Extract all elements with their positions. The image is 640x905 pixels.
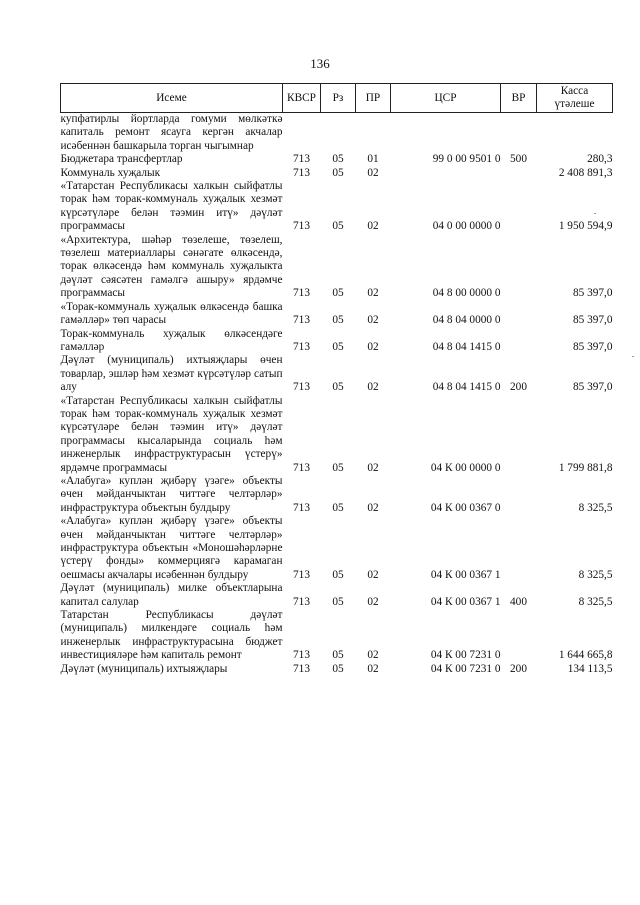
cell-amount: 134 113,5 bbox=[567, 662, 613, 675]
cell-name: Татарстан Республикасы дәүләт (муниципаль) милкендәге социаль һәм инженерлык инфраструктурасына бюджет инвестицияләре һәм капиталь ремонт bbox=[60, 609, 283, 662]
cell-vr bbox=[501, 113, 537, 154]
cell-csr: 04 К 00 0367 0 bbox=[430, 501, 501, 514]
header-name: Исеме bbox=[61, 84, 283, 113]
header-amount: Касса үтәлеше bbox=[537, 84, 613, 113]
table-row bbox=[61, 167, 613, 180]
cell-csr: 04 8 04 1415 0 bbox=[432, 381, 501, 394]
cell-pr: 02 bbox=[367, 649, 379, 662]
cell-pr: 02 bbox=[367, 461, 379, 474]
cell-amount bbox=[537, 113, 613, 154]
cell-rz: 05 bbox=[332, 287, 344, 300]
cell-amount: 85 397,0 bbox=[572, 381, 613, 394]
cell-kvsr: 713 bbox=[293, 649, 310, 662]
table-row bbox=[61, 475, 613, 515]
cell-rz: 05 bbox=[332, 649, 344, 662]
cell-rz: 05 bbox=[332, 340, 344, 353]
cell-vr: 200 bbox=[510, 662, 527, 675]
budget-table bbox=[60, 83, 613, 676]
cell-csr: 04 К 00 7231 0 bbox=[430, 649, 501, 662]
cell-name: Дәүләт (муниципаль) ихтыяҗлары өчен товарлар, эшләр һәм хезмәт күрсәтүләр сатып алу bbox=[60, 354, 283, 394]
cell-kvsr: 713 bbox=[293, 287, 310, 300]
table-row bbox=[61, 153, 613, 166]
cell-csr: 04 К 00 0367 1 bbox=[430, 595, 501, 608]
cell-csr: 04 К 00 0000 0 bbox=[430, 461, 501, 474]
cell-rz: 05 bbox=[332, 381, 344, 394]
table-row bbox=[61, 515, 613, 582]
cell-kvsr: 713 bbox=[293, 166, 310, 179]
scan-dot bbox=[632, 356, 634, 357]
cell-rz: 05 bbox=[332, 595, 344, 608]
cell-csr: 04 8 00 0000 0 bbox=[432, 287, 501, 300]
cell-name: «Архитектура, шәһәр төзелеше, төзелеш, төзелеш материаллары сәнәгате өлкәсендә, торак өлкәсендә һәм коммуналь хуҗалыкта дәүләт сәясәтен гамәлгә ашыру» ярдәмче программасы bbox=[60, 233, 283, 300]
cell-kvsr: 713 bbox=[293, 568, 310, 581]
cell-amount: 85 397,0 bbox=[572, 340, 613, 353]
cell-name: Дәүләт (муниципаль) милке объектларына капитал салулар bbox=[60, 582, 283, 608]
cell-kvsr: 713 bbox=[293, 153, 310, 166]
cell-amount: 85 397,0 bbox=[572, 287, 613, 300]
cell-kvsr: 713 bbox=[293, 381, 310, 394]
cell-name: Бюджетара трансфертлар bbox=[60, 153, 183, 166]
cell-vr: 500 bbox=[510, 153, 527, 166]
cell-name: купфатирлы йортларда гомуми мөлкәткә капиталь ремонт ясауга кергән акчалар исәбеннән башкарыла торган чыгымнар bbox=[60, 113, 283, 152]
header-kvsr: КВСР bbox=[283, 84, 321, 113]
cell-amount: 1 950 594,9 bbox=[558, 220, 613, 233]
page-number: 136 bbox=[310, 56, 330, 71]
table-row bbox=[61, 234, 613, 301]
cell-csr bbox=[391, 113, 501, 154]
cell-name: «Алабуга» куплән җибәрү үзәге» объекты өчен мәйданчыктан читтәге челтәрләр» инфраструктура объектын булдыру bbox=[60, 474, 283, 514]
table-row bbox=[61, 354, 613, 394]
cell-name: Коммуналь хуҗалык bbox=[60, 166, 161, 179]
cell-csr: 04 0 00 0000 0 bbox=[432, 220, 501, 233]
cell-rz: 05 bbox=[332, 314, 344, 327]
cell-vr bbox=[501, 609, 537, 663]
cell-rz: 05 bbox=[332, 166, 344, 179]
cell-kvsr: 713 bbox=[293, 314, 310, 327]
cell-vr bbox=[501, 515, 537, 582]
cell-amount: 2 408 891,3 bbox=[558, 166, 613, 179]
table-header-row bbox=[61, 84, 613, 113]
cell-name: «Алабуга» куплән җибәрү үзәге» объекты өчен мәйданчыктан читтәге челтәрләр» инфраструктура объектын «Моношәһәрләрне үстерү фонды» коммерциягә карамаган оешмасы акчалары исәбеннән булдыру bbox=[60, 515, 283, 581]
cell-vr bbox=[501, 475, 537, 515]
cell-amount: 1 644 665,8 bbox=[558, 649, 613, 662]
table-row bbox=[61, 609, 613, 663]
cell-kvsr: 713 bbox=[293, 220, 310, 233]
cell-rz: 05 bbox=[332, 220, 344, 233]
cell-vr bbox=[501, 301, 537, 328]
cell-vr: 200 bbox=[510, 381, 527, 394]
cell-csr: 04 К 00 0367 1 bbox=[430, 568, 501, 581]
header-rz: Рз bbox=[321, 84, 356, 113]
cell-pr: 02 bbox=[367, 381, 379, 394]
cell-pr bbox=[356, 113, 391, 154]
cell-vr bbox=[501, 328, 537, 355]
cell-kvsr bbox=[283, 113, 321, 154]
cell-name: Дәүләт (муниципаль) ихтыяҗлары bbox=[60, 662, 228, 675]
cell-amount: 8 325,5 bbox=[578, 595, 613, 608]
cell-pr: 02 bbox=[367, 220, 379, 233]
cell-pr: 01 bbox=[367, 153, 379, 166]
table-row bbox=[61, 582, 613, 609]
cell-csr: 04 К 00 7231 0 bbox=[430, 662, 501, 675]
cell-pr: 02 bbox=[367, 287, 379, 300]
cell-csr: 04 8 04 1415 0 bbox=[432, 340, 501, 353]
cell-name: «Татарстан Республикасы халкын сыйфатлы торак һәм торак-коммуналь хуҗалык хезмәт күрсәтүләре белән тәэмин итү» дәүләт программасы кысаларында социаль һәм инженерлык инфраструктурасын үстерү» ярдәмче программасы bbox=[60, 394, 283, 474]
cell-pr: 02 bbox=[367, 662, 379, 675]
cell-csr bbox=[391, 167, 501, 180]
table-row bbox=[61, 395, 613, 475]
cell-pr: 02 bbox=[367, 501, 379, 514]
cell-amount: 8 325,5 bbox=[578, 568, 613, 581]
cell-csr: 99 0 00 9501 0 bbox=[432, 153, 501, 166]
cell-csr: 04 8 04 0000 0 bbox=[432, 314, 501, 327]
header-csr: ЦСР bbox=[391, 84, 501, 113]
cell-vr: 400 bbox=[510, 595, 527, 608]
table-row bbox=[61, 663, 613, 676]
cell-kvsr: 713 bbox=[293, 461, 310, 474]
header-pr: ПР bbox=[356, 84, 391, 113]
cell-pr: 02 bbox=[367, 166, 379, 179]
cell-rz: 05 bbox=[332, 153, 344, 166]
table-row bbox=[61, 113, 613, 154]
cell-pr: 02 bbox=[367, 595, 379, 608]
cell-amount: 1 799 881,8 bbox=[558, 461, 613, 474]
cell-amount: 280,3 bbox=[587, 153, 613, 166]
cell-vr bbox=[501, 395, 537, 475]
cell-vr bbox=[501, 234, 537, 301]
table-row bbox=[61, 328, 613, 355]
cell-vr bbox=[501, 180, 537, 234]
cell-rz: 05 bbox=[332, 501, 344, 514]
cell-amount: 85 397,0 bbox=[572, 314, 613, 327]
cell-pr: 02 bbox=[367, 568, 379, 581]
header-vr: ВР bbox=[501, 84, 537, 113]
cell-kvsr: 713 bbox=[293, 340, 310, 353]
cell-rz: 05 bbox=[332, 461, 344, 474]
cell-rz bbox=[321, 113, 356, 154]
table-row bbox=[61, 301, 613, 328]
table-row bbox=[61, 180, 613, 234]
scan-dot bbox=[594, 213, 596, 214]
cell-kvsr: 713 bbox=[293, 501, 310, 514]
cell-amount: 8 325,5 bbox=[578, 501, 613, 514]
cell-pr: 02 bbox=[367, 340, 379, 353]
cell-name: «Татарстан Республикасы халкын сыйфатлы торак һәм торак-коммуналь хуҗалык хезмәт күрсәтүләре белән тәэмин итү» дәүләт программасы bbox=[60, 180, 283, 233]
cell-rz: 05 bbox=[332, 568, 344, 581]
cell-name: Торак-коммуналь хуҗалык өлкәсендәге гамәлләр bbox=[60, 327, 283, 353]
cell-pr: 02 bbox=[367, 314, 379, 327]
cell-rz: 05 bbox=[332, 662, 344, 675]
cell-name: «Торак-коммуналь хуҗалык өлкәсендә башка гамәлләр» төп чарасы bbox=[60, 300, 283, 327]
cell-kvsr: 713 bbox=[293, 595, 310, 608]
cell-kvsr: 713 bbox=[293, 662, 310, 675]
cell-vr bbox=[501, 167, 537, 180]
